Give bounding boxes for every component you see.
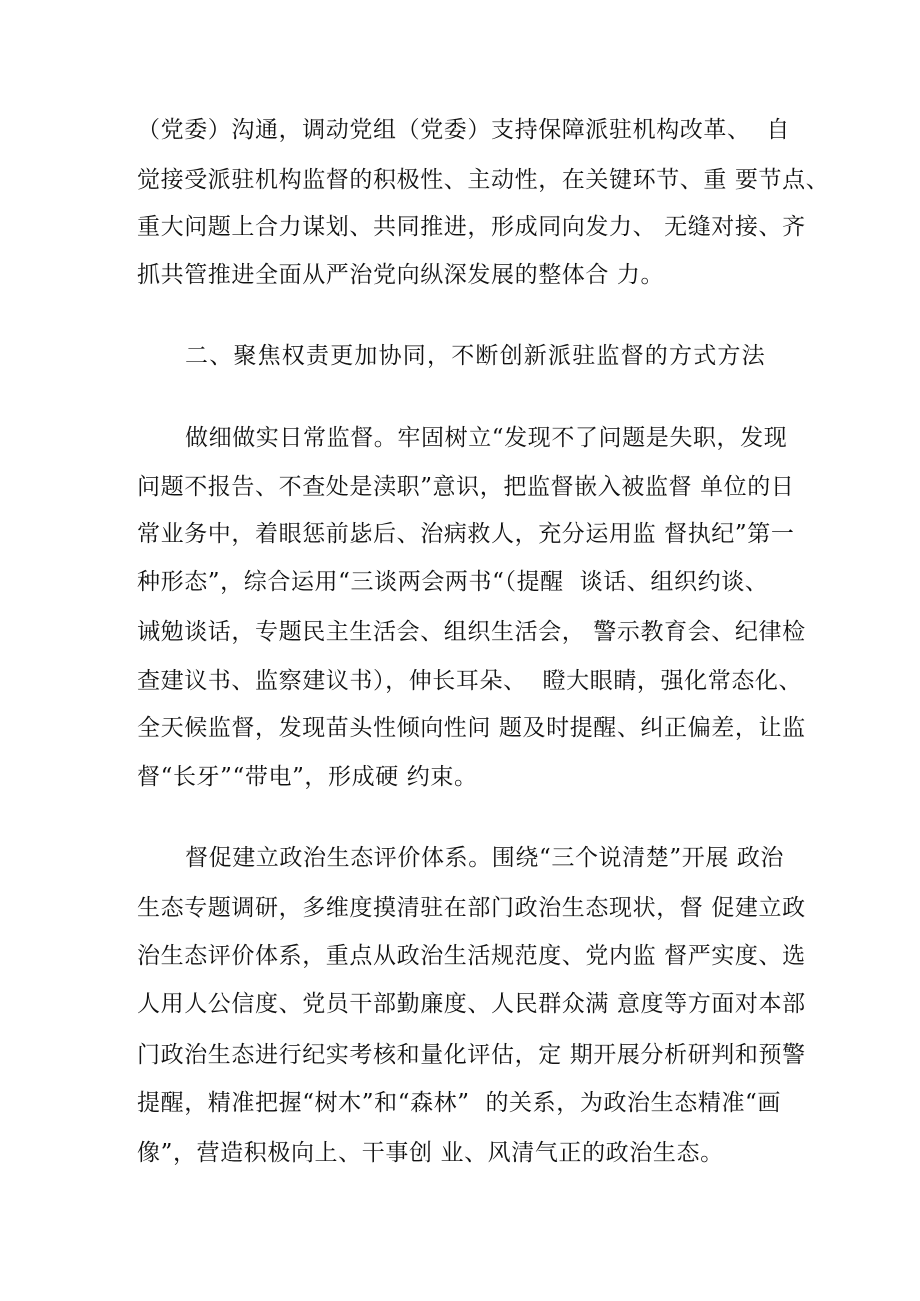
text-line: 全天候监督，发现苗头性倾向性问 题及时提醒、纠正偏差，让监 xyxy=(137,715,806,741)
text-line: 问题不报告、不查处是渎职”意识，把监督嵌入被监督 单位的日 xyxy=(137,474,795,500)
text-line: 种形态”，综合运用“三谈两会两书“（提醒 谈话、组织约谈、 xyxy=(137,569,769,595)
text-line: 督“长牙”“带电”，形成硬 约束。 xyxy=(137,764,478,790)
section-heading-text: 二、聚焦权责更加协同，不断创新派驻监督的方式方法 xyxy=(185,343,766,369)
text-line: 门政治生态进行纪实考核和量化评估，定 期开展分析研判和预警 xyxy=(137,1042,806,1068)
text-line: 做细做实日常监督。牢固树立“发现不了问题是失职，发现 xyxy=(185,425,788,451)
text-line: 生态专题调研，多维度摸清驻在部门政治生态现状，督 促建立政 xyxy=(137,895,806,921)
text-line: 觉接受派驻机构监督的积极性、主动性，在关键环节、重 要节点、 xyxy=(137,167,830,193)
text-line: 像”，营造积极向上、干事创 业、风清气正的政治生态。 xyxy=(137,1140,724,1166)
text-line: 督促建立政治生态评价体系。围绕“三个说清楚”开展 政治 xyxy=(185,845,785,871)
text-line: 提醒，精准把握“树木”和“森林” 的关系，为政治生态精准“画 xyxy=(137,1090,782,1116)
text-line: （党委）沟通，调动党组（党委）支持保障派驻机构改革、 自 xyxy=(137,117,791,143)
text-line: 人用人公信度、党员干部勤廉度、人民群众满 意度等方面对本部 xyxy=(137,991,806,1017)
text-line: 常业务中，着眼惩前毖后、治病救人，充分运用监 督执纪”第一 xyxy=(137,521,795,547)
text-line: 重大问题上合力谋划、共同推进，形成同向发力、 无缝对接、齐 xyxy=(137,214,806,240)
text-line: 查建议书、监察建议书），伸长耳朵、 瞪大眼睛，强化常态化、 xyxy=(137,668,803,694)
text-line: 诫勉谈话，专题民主生活会、组织生活会， 警示教育会、纪律检 xyxy=(137,619,806,645)
text-line: 抓共管推进全面从严治党向纵深发展的整体合 力。 xyxy=(137,262,665,288)
text-line: 治生态评价体系，重点从政治生活规范度、党内监 督严实度、选 xyxy=(137,943,806,969)
